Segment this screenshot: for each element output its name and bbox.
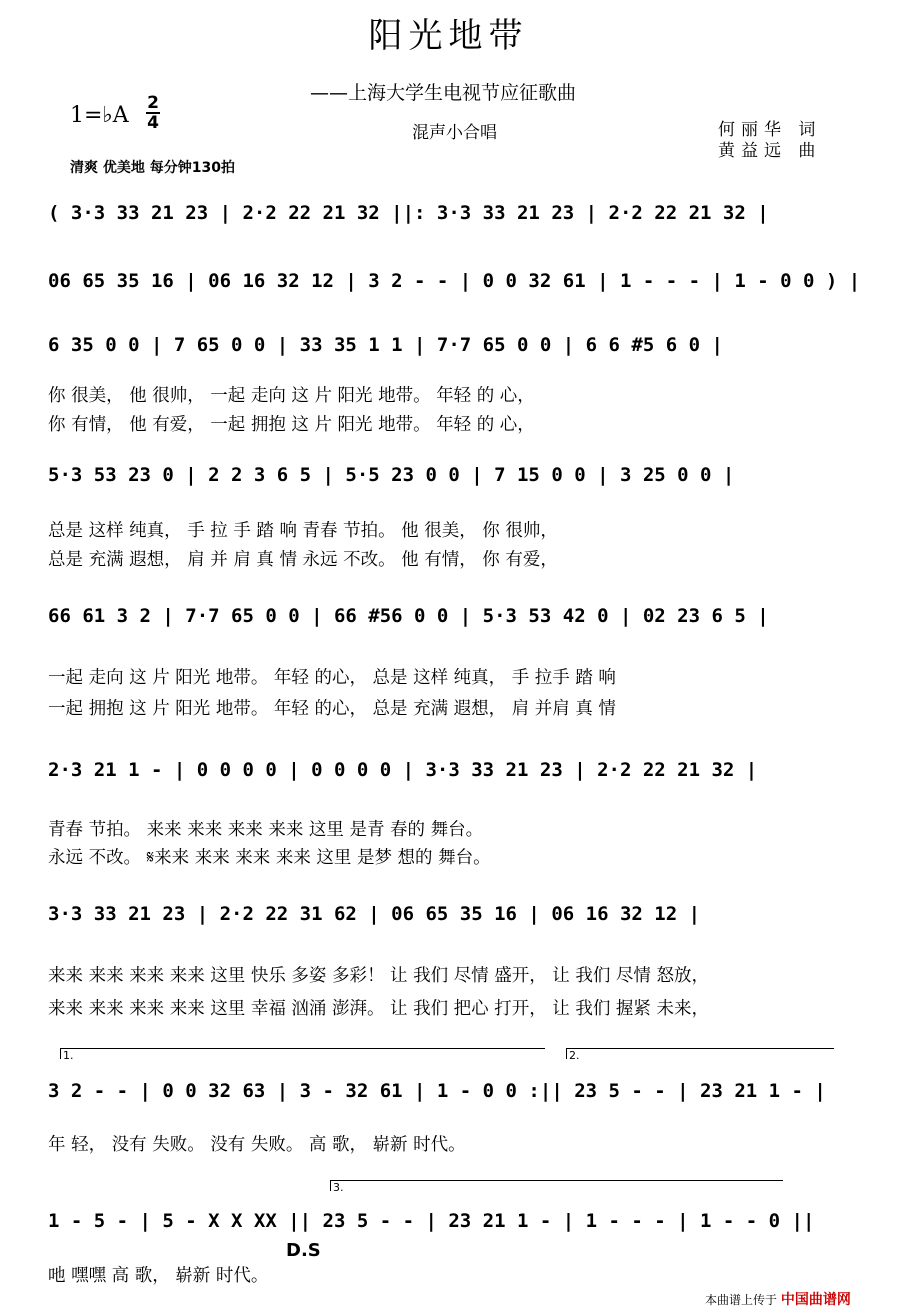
lyric-row-5a: 一起 走向 这 片 阳光 地带。 年轻 的心， 总是 这样 纯真， 手 拉手 踏 响	[48, 668, 616, 688]
footer-brand: 中国曲谱网	[780, 1292, 851, 1308]
notation-row-3: 6 35 0 0 | 7 65 0 0 | 33 35 1 1 | 7·7 65 0 0 | 6 6 #5 6 0 |	[48, 334, 723, 356]
time-top: 2	[147, 93, 159, 113]
tempo-marking: 清爽 优美地 每分钟130拍	[70, 160, 235, 176]
lyricist-credit: 何丽华 词	[718, 120, 822, 140]
key-signature: 1=♭A	[70, 103, 129, 128]
lyric-row-3a: 你 很美， 他 很帅， 一起 走向 这 片 阳光 地带。 年轻 的 心，	[48, 386, 535, 406]
lyric-row-4b: 总是 充满 遐想， 肩 并 肩 真 情 永远 不改。 他 有情， 你 有爱，	[48, 550, 558, 570]
volta-3: 3.	[330, 1180, 783, 1191]
lyric-row-7a: 来来 来来 来来 来来 这里 快乐 多姿 多彩！ 让 我们 尽情 盛开， 让 我们 尽情 怒放，	[48, 966, 709, 986]
dal-segno-mark: D.S	[286, 1240, 321, 1261]
lyric-row-9: 吔 嘿嘿 高 歌， 崭新 时代。	[48, 1266, 269, 1286]
song-subtitle: ——上海大学生电视节应征歌曲	[310, 82, 577, 104]
lyric-row-6a: 青春 节拍。 来来 来来 来来 来来 这里 是青 春的 舞台。	[48, 820, 484, 840]
footer-source	[705, 1289, 851, 1309]
composer-credit: 黄益远 曲	[718, 141, 822, 161]
lyric-row-6b: 永远 不改。 𝄋来来 来来 来来 来来 这里 是梦 想的 舞台。	[48, 848, 491, 868]
lyric-row-7b: 来来 来来 来来 来来 这里 幸福 汹涌 澎湃。 让 我们 把心 打开， 让 我们 握紧 未来，	[48, 999, 709, 1019]
song-title: 阳光地带	[368, 16, 529, 56]
notation-row-9: 1 - 5 - | 5 - X X XX || 23 5 - - | 23 21 1 - | 1 - - - | 1 - - 0 ||	[48, 1210, 815, 1232]
notation-row-4: 5·3 53 23 0 | 2 2 3 6 5 | 5·5 23 0 0 | 7 15 0 0 | 3 25 0 0 |	[48, 464, 735, 486]
footer-text: 本曲谱上传于	[705, 1293, 778, 1307]
notation-row-5: 66 61 3 2 | 7·7 65 0 0 | 66 #56 0 0 | 5·3 53 42 0 | 02 23 6 5 |	[48, 605, 769, 627]
notation-row-7: 3·3 33 21 23 | 2·2 22 31 62 | 06 65 35 16 | 06 16 32 12 |	[48, 903, 701, 925]
time-bottom: 4	[147, 113, 159, 133]
notation-row-6: 2·3 21 1 - | 0 0 0 0 | 0 0 0 0 | 3·3 33 21 23 | 2·2 22 21 32 |	[48, 759, 758, 781]
notation-row-2: 06 65 35 16 | 06 16 32 12 | 3 2 - - | 0 0 32 61 | 1 - - - | 1 - 0 0 ) |	[48, 270, 861, 292]
lyric-row-8: 年 轻， 没有 失败。 没有 失败。 高 歌， 崭新 时代。	[48, 1135, 466, 1155]
volta-2: 2.	[566, 1048, 834, 1059]
volta-1: 1.	[60, 1048, 545, 1059]
ensemble-label: 混声小合唱	[412, 123, 497, 143]
lyric-row-5b: 一起 拥抱 这 片 阳光 地带。 年轻 的心， 总是 充满 遐想， 肩 并肩 真 情	[48, 699, 616, 719]
notation-row-1: ( 3·3 33 21 23 | 2·2 22 21 32 ||: 3·3 33 21 23 | 2·2 22 21 32 |	[48, 202, 769, 224]
lyric-row-4a: 总是 这样 纯真， 手 拉 手 踏 响 青春 节拍。 他 很美， 你 很帅，	[48, 521, 558, 541]
lyric-row-3b: 你 有情， 他 有爱， 一起 拥抱 这 片 阳光 地带。 年轻 的 心，	[48, 415, 535, 435]
time-signature	[146, 94, 160, 132]
notation-row-8: 3 2 - - | 0 0 32 63 | 3 - 32 61 | 1 - 0 0 :|| 23 5 - - | 23 21 1 - |	[48, 1080, 826, 1102]
